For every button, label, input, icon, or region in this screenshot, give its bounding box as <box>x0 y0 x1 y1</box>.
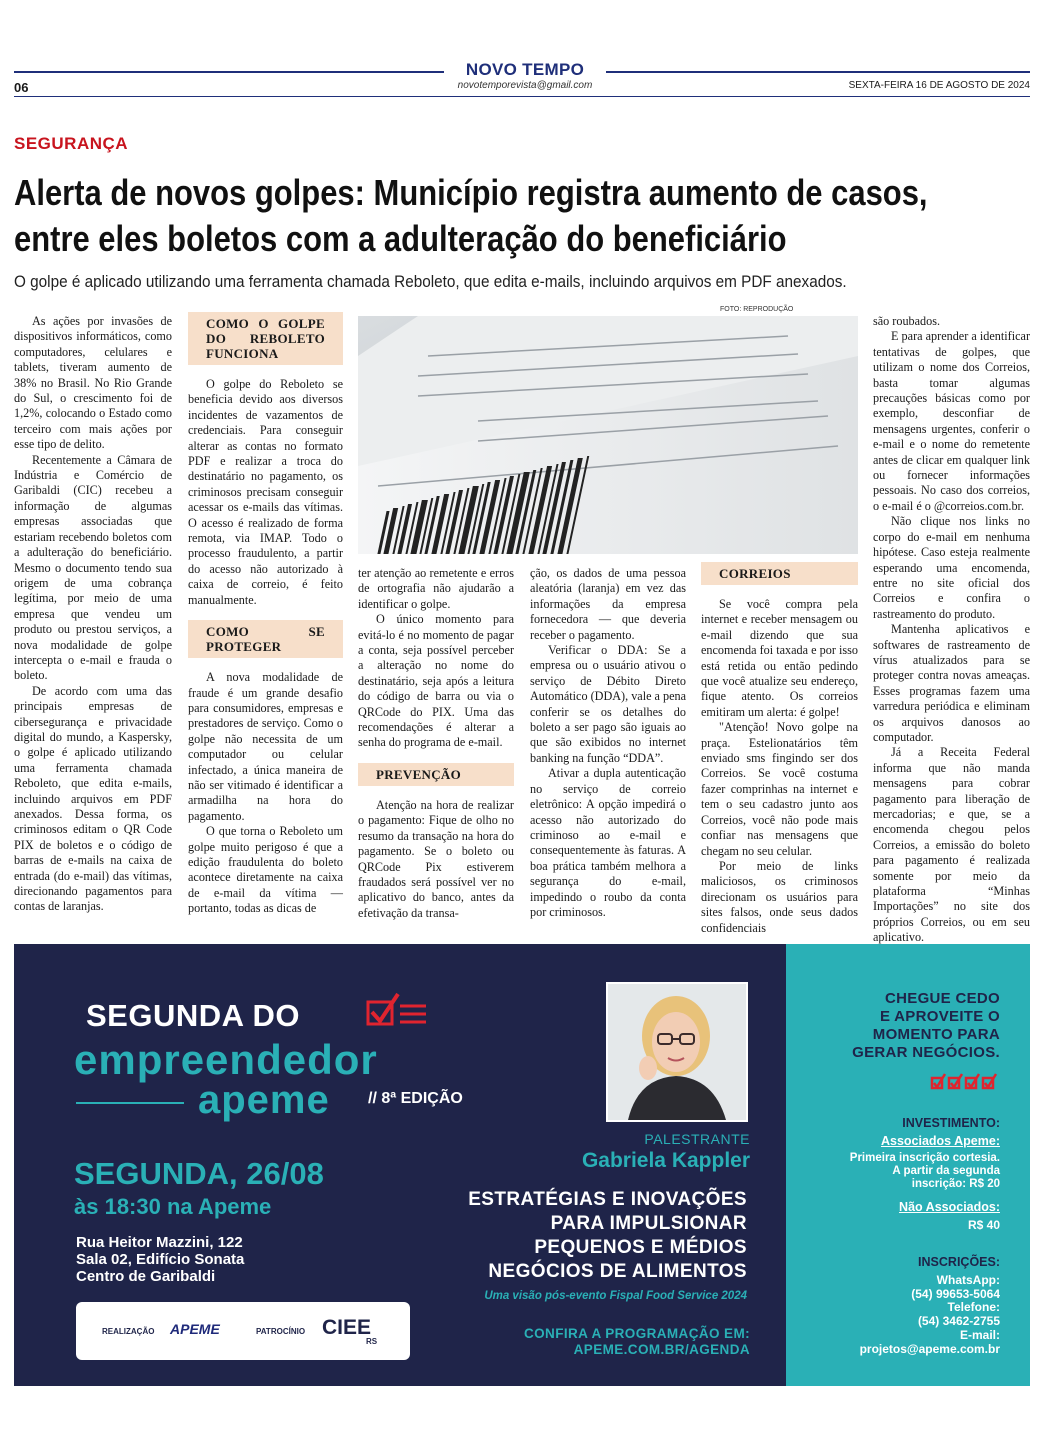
ad-edition: // 8ª EDIÇÃO <box>368 1090 463 1107</box>
ad-title-segunda: SEGUNDA DO <box>86 998 300 1033</box>
event-advertisement <box>14 944 1030 1386</box>
masthead <box>14 60 1030 100</box>
address-line: Sala 02, Edifício Sonata <box>76 1251 245 1268</box>
talk-title-line: NEGÓCIOS DE ALIMENTOS <box>488 1261 747 1282</box>
contact-line: WhatsApp: <box>936 1273 1000 1287</box>
ad-title-apeme: apeme <box>198 1078 330 1122</box>
paragraph: são roubados. <box>873 314 941 328</box>
newspaper-email: novotemporevista@gmail.com <box>457 80 593 91</box>
paragraph: Não clique nos links no corpo do e-mail em nenhuma hipótese. Caso esteja realmente esperando uma encomenda, entre no site oficial dos Correios e confira o rastreamento do produto. <box>873 514 1030 621</box>
investment-label: INVESTIMENTO: <box>902 1116 1000 1130</box>
box-heading-como-proteger: COMO SE PROTEGER <box>188 620 343 658</box>
paragraph: ter atenção ao remetente e erros de ortografia não ajudarão a identificar o golpe. <box>358 566 514 611</box>
section-label: SEGURANÇA <box>14 134 129 153</box>
talk-title <box>468 1188 747 1284</box>
callout-line: CHEGUE CEDO <box>885 990 1000 1007</box>
program-link <box>524 1326 750 1358</box>
paragraph: "Atenção! Novo golpe na praça. Estelionatários têm enviado sms fingindo ser dos Correios. Se você costuma fazer comprinhas na internet e tem o seu cadastro junto aos Correios, você não pode mais confiar nas mensagens que chegam no seu celular. <box>701 720 858 858</box>
boleto-photo <box>358 316 858 554</box>
boleto-illustration <box>358 316 858 554</box>
issue-date: SEXTA-FEIRA 16 DE AGOSTO DE 2024 <box>848 80 1030 91</box>
checkmark-icon <box>362 988 428 1032</box>
non-members-label: Não Associados: <box>899 1200 1000 1214</box>
article-column-6 <box>873 314 1030 946</box>
ad-info-panel <box>786 944 1030 1386</box>
article-column-4 <box>530 566 686 920</box>
contact-line: (54) 3462-2755 <box>917 1314 1000 1329</box>
article-column-5 <box>701 562 858 936</box>
speaker-name: Gabriela Kappler <box>581 1149 750 1172</box>
ad-address <box>76 1234 244 1285</box>
speaker-photo <box>606 982 748 1122</box>
article-column-2 <box>188 312 343 917</box>
ad-date: SEGUNDA, 26/08 <box>74 1156 324 1191</box>
paragraph: Ativar a dupla autenticação no serviço de correio eletrônico: A opção impedirá o acesso não autorizado do criminoso ao e-mail e consequentemente às faturas. A boa prática também melhora a segurança do e-mail, impedindo o roubo da conta por criminosos. <box>530 766 686 919</box>
paragraph: Por meio de links maliciosos, os criminosos direcionam os usuários para sites falsos, onde seus dados confidenciais <box>701 858 858 935</box>
members-price-line: A partir da segunda <box>892 1165 1000 1177</box>
article-column-3 <box>358 566 514 921</box>
contact-line: Telefone: <box>947 1300 1000 1315</box>
box-heading-prevencao: PREVENÇÃO <box>358 763 514 786</box>
box-heading-como-funciona: COMO O GOLPE DO REBOLETO FUNCIONA <box>188 312 343 365</box>
photo-credit: FOTO: REPRODUÇÃO <box>720 306 794 313</box>
masthead-rule-bottom <box>14 96 1030 97</box>
registrations-label: INSCRIÇÕES: <box>918 1255 1000 1269</box>
apeme-logo: APEME <box>170 1321 220 1337</box>
paragraph: Verificar o DDA: Se a empresa ou o usuário ativou o serviço de Débito Direto Automático (DDA), vale a pena conferir se os detalhes do boleto a ser pago são iguais ao que são exibidos no internet banking na função “DDA”. <box>530 643 687 765</box>
contact-line: (54) 99653-5064 <box>911 1286 1000 1301</box>
article-column-1 <box>14 314 172 915</box>
realizacao-label: REALIZAÇÃO <box>102 1327 155 1336</box>
ad-title-empreendedor: empreendedor <box>74 1036 378 1083</box>
ad-callout <box>852 990 1000 1062</box>
sponsor-bar <box>76 1302 410 1360</box>
paragraph: A nova modalidade de fraude é um grande desafio para consumidores, empresas e prestadores de serviço. Como o golpe não necessita de um computador ou celular infectado, a única maneira de não ser vitimado é identificar a armadilha na hora do pagamento. <box>188 670 343 823</box>
callout-line: MOMENTO PARA <box>872 1026 1000 1043</box>
paragraph: Já a Receita Federal informa que não manda mensagens para cobrar pagamento para liberação de mercadorias; e que, se a encomenda chegou pelos Correios, a emissão do boleto para pagamento é realizada somente por meio da plataforma “Minhas Importações” no site dos próprios Correios, ou em seu aplicativo. <box>873 745 1030 945</box>
paragraph: ção, os dados de uma pessoa aleatória (laranja) em vez das informações da empresa fornecedora — que deveria receber o pagamento. <box>530 566 686 642</box>
contact-line: E-mail: <box>959 1327 1000 1342</box>
members-price <box>850 1152 1000 1191</box>
paragraph: Atenção na hora de realizar o pagamento: Fique de olho no resumo da transação na hora do pagamento. Se o boleto ou QRCode Pix estiverem fraudados será possível ver no aplicativo do banco, antes da efetivação da transa- <box>358 797 514 920</box>
callout-line: GERAR NEGÓCIOS. <box>852 1044 1000 1061</box>
paragraph: As ações por invasões de dispositivos informáticos, como computadores, celulares e tablets, tiveram aumento de 38% no Brasil. No Rio Grande do Sul, o crescimento foi de 1,2%, colocando o Estado como terceiro com mais ações por esse tipo de delito. <box>14 314 172 452</box>
talk-title-line: ESTRATÉGIAS E INOVAÇÕES <box>468 1189 747 1210</box>
ciee-logo: CIEE <box>322 1316 372 1339</box>
talk-subtitle: Uma visão pós-evento Fispal Food Service 2024 <box>484 1290 747 1302</box>
checkmarks-row <box>930 1072 1000 1095</box>
paragraph: Se você compra pela internet e receber mensagem ou e-mail dizendo que sua encomenda foi taxada e por isso está retida ou então pedindo que você atualize seu endereço, fique atento. Os correios emitiram um alerta: é golpe! <box>701 597 858 719</box>
page-number: 06 <box>14 80 29 95</box>
subheadline: O golpe é aplicado utilizando uma ferramenta chamada Reboleto, que edita e-mails, incluindo arquivos em PDF anexados. <box>14 272 847 291</box>
non-members-price: R$ 40 <box>967 1218 1000 1232</box>
ad-time: às 18:30 na Apeme <box>74 1194 272 1219</box>
address-line: Rua Heitor Mazzini, 122 <box>76 1234 243 1251</box>
contact-info <box>860 1274 1000 1356</box>
members-price-line: Primeira inscrição cortesia. <box>849 1152 1000 1164</box>
contact-line: projetos@apeme.com.br <box>859 1341 1000 1356</box>
paragraph: O golpe do Reboleto se beneficia devido aos diversos incidentes de vazamentos de credenciais. Para conseguir alterar as contas no formato PDF e realizar a troca do destinatário no pagamento, os criminosos precisam conseguir acessar os e-mails das vítimas. O acesso é realizado de forma remota, via IMAP. Todo o processo fraudulento, a partir do acesso não autorizado à caixa de correio, é feito manualmente. <box>188 377 343 607</box>
box-heading-correios: CORREIOS <box>701 562 858 585</box>
talk-title-line: PEQUENOS E MÉDIOS <box>534 1237 747 1258</box>
paragraph: De acordo com uma das principais empresas de cibersegurança e privacidade digital do mundo, a Kaspersky, o golpe é aplicado utilizando uma ferramenta chamada Reboleto, que edita e-mails, incluindo arquivos em PDF anexados. Dessa forma, os criminosos editam o QR Code PIX de boletos e o código de barras de e-mails na caixa de entrada (do e-mail) das vítimas, direcionando pagamentos para contas de laranjas. <box>14 683 172 914</box>
ciee-rs-label: RS <box>366 1337 378 1346</box>
paragraph: Recentemente a Câmara de Indústria e Comércio de Garibaldi (CIC) recebeu a informação de algumas empresas associadas que estariam recebendo boletos com a adulteração do beneficiário. Mesmo o documento tendo sua origem de uma cobrança legítima, por meio de uma empresa que vendeu um produto ou prestou serviços, a nova modalidade de golpe intercepta o e-mail e frauda o boleto. <box>14 452 172 683</box>
members-label: Associados Apeme: <box>880 1134 1000 1148</box>
masthead-center <box>444 60 606 91</box>
headline <box>14 170 928 262</box>
newspaper-title: NOVO TEMPO <box>465 60 585 79</box>
patrocinio-label: PATROCÍNIO <box>256 1327 306 1336</box>
members-price-line: inscrição: R$ 20 <box>911 1178 1000 1190</box>
headline-line-1: Alerta de novos golpes: Município registra aumento de casos, <box>14 172 928 213</box>
callout-line: E APROVEITE O <box>879 1008 1000 1025</box>
checkmarks-icon <box>930 1072 1000 1090</box>
paragraph: E para aprender a identificar tentativas de golpes, que utilizam o nome dos Correios, basta tomar algumas precauções básicas como por exemplo, desconfiar de mensagens urgentes, conferir o e-mail e o nome do remetente antes de clicar em qualquer link ou fornecer informações pessoais. No caso dos correios, o e-mail é o @correios.com.br. <box>873 329 1030 513</box>
address-line: Centro de Garibaldi <box>76 1268 216 1285</box>
headline-line-2: entre eles boletos com a adulteração do beneficiário <box>14 218 787 259</box>
paragraph: O que torna o Reboleto um golpe muito perigoso é que a edição fraudulenta do boleto acontece diretamente na caixa de e-mail da vítima — portanto, todas as dicas de <box>188 824 343 916</box>
paragraph: O único momento para evitá-lo é no momento de pagar a conta, seja possível perceber a alteração no nome do destinatário, seja após a leitura do código de barra ou via o QRCode do PIX. Uma das recomendações é alterar a senha do programa de e-mail. <box>358 612 514 750</box>
program-link-label: CONFIRA A PROGRAMAÇÃO EM: <box>524 1326 750 1341</box>
program-link-url: APEME.COM.BR/AGENDA <box>573 1342 750 1357</box>
talk-title-line: PARA IMPULSIONAR <box>550 1213 747 1234</box>
ad-divider <box>76 1102 184 1104</box>
speaker-portrait <box>608 984 746 1120</box>
speaker-label: PALESTRANTE <box>644 1131 750 1147</box>
paragraph: Mantenha aplicativos e softwares de rastreamento de vírus atualizados para se proteger contra novas ameaças. Esses programas fazem uma varredura periódica e eliminam os arquivos danosos ao computador. <box>873 622 1030 744</box>
